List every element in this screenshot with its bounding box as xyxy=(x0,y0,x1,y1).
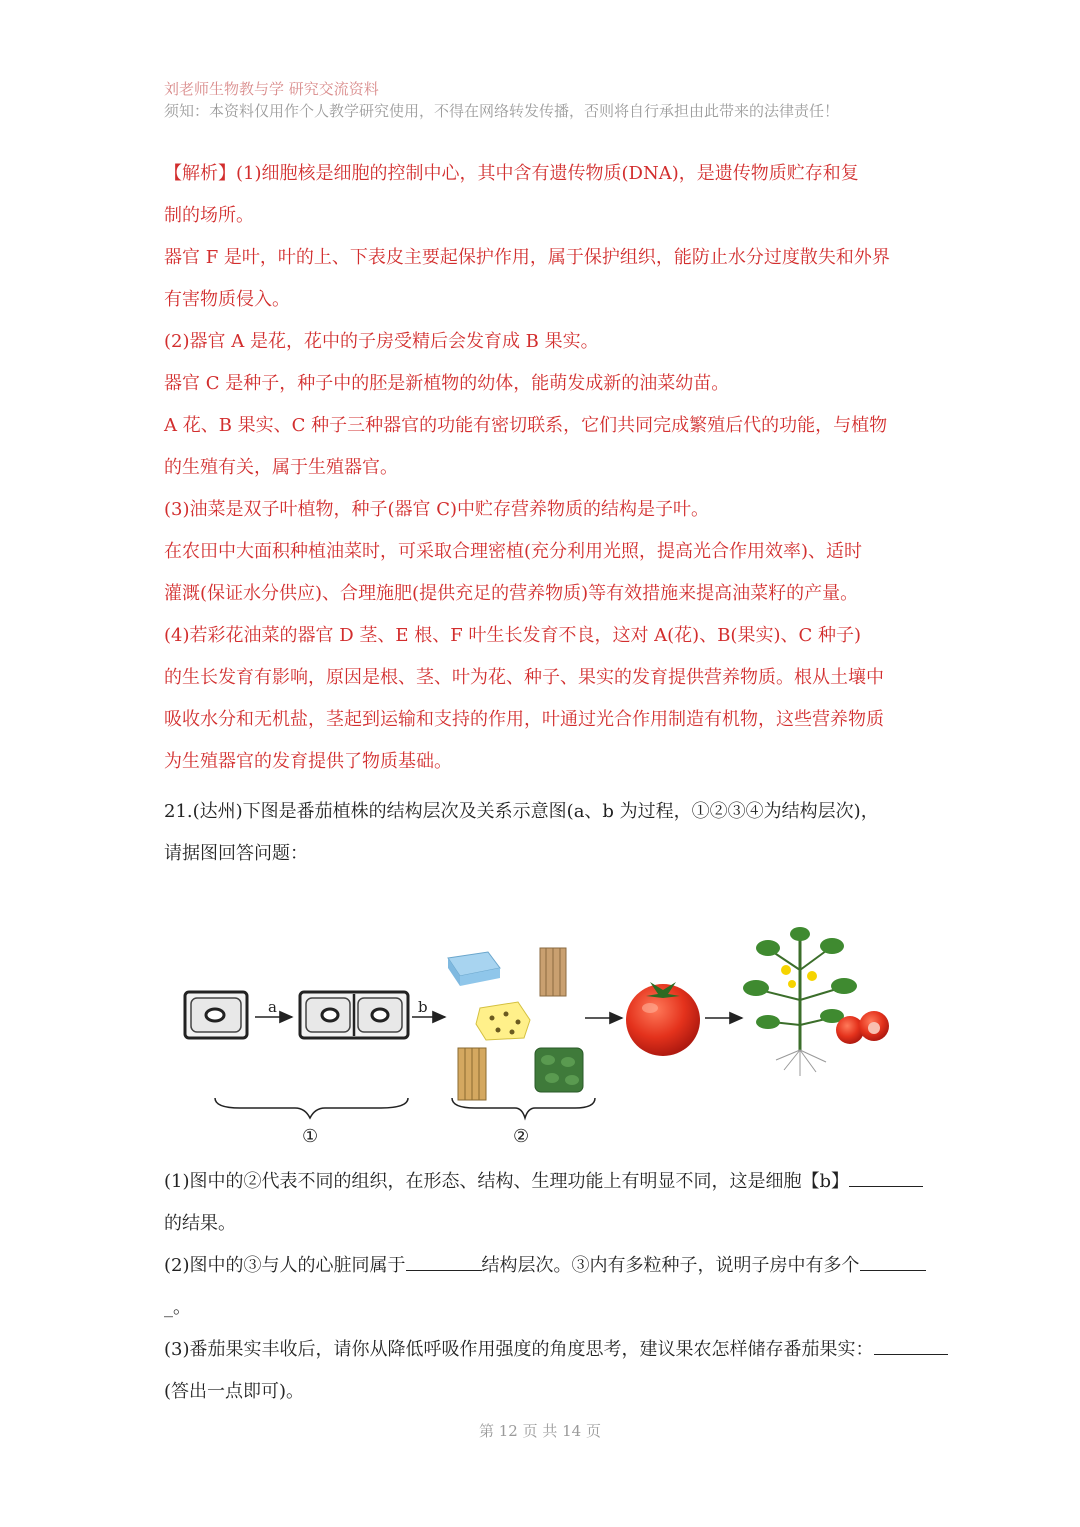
analysis-line: (4)若彩花油菜的器官 D 茎、E 根、F 叶生长发育不良，这对 A(花)、B(果实)、C 种子) xyxy=(164,625,861,646)
label-2: ② xyxy=(513,1126,530,1147)
q2-text-a: (2)图中的③与人的心脏同属于 xyxy=(164,1255,406,1276)
meristematic-tissue xyxy=(535,1048,583,1092)
sub-questions xyxy=(164,1161,974,1413)
analysis-line: 制的场所。 xyxy=(164,205,254,226)
analysis-line: 吸收水分和无机盐，茎起到运输和支持的作用，叶通过光合作用制造有机物，这些营养物质 xyxy=(164,709,884,730)
tomato-plant xyxy=(743,927,889,1076)
label-b: b xyxy=(418,998,428,1016)
q3-line xyxy=(164,1329,974,1371)
q2-end: _。 xyxy=(164,1297,191,1318)
question-stem xyxy=(164,791,944,875)
page-number: 第 12 页 共 14 页 xyxy=(478,1422,601,1440)
label-1: ① xyxy=(302,1126,319,1147)
question-stem-line: 21.(达州)下图是番茄植株的结构层次及关系示意图(a、b 为过程，①②③④为结构层次)， xyxy=(164,801,879,822)
header-notice: 须知：本资料仅用作个人教学研究使用，不得在网络转发传播，否则将自行承担由此带来的法律责任！ xyxy=(164,102,840,120)
analysis-line: (3)油菜是双子叶植物，种子(器官 C)中贮存营养物质的结构是子叶。 xyxy=(164,499,710,520)
brace-2 xyxy=(452,1098,595,1118)
analysis-line: (2)器官 A 是花，花中的子房受精后会发育成 B 果实。 xyxy=(164,331,599,352)
analysis-line: 为生殖器官的发育提供了物质基础。 xyxy=(164,751,452,772)
q2-line xyxy=(164,1245,974,1287)
analysis-line: 有害物质侵入。 xyxy=(164,289,290,310)
analysis-line: 灌溉(保证水分供应)、合理施肥(提供充足的营养物质)等有效措施来提高油菜籽的产量。 xyxy=(164,583,859,604)
header-source: 刘老师生物教与学 研究交流资料 xyxy=(164,80,379,98)
conducting-tissue xyxy=(540,948,566,996)
q1-line xyxy=(164,1161,974,1203)
analysis-line: 器官 F 是叶，叶的上、下表皮主要起保护作用，属于保护组织，能防止水分过度散失和外界 xyxy=(164,247,890,268)
q3-end: (答出一点即可)。 xyxy=(164,1381,305,1402)
analysis-line: 的生长发育有影响，原因是根、茎、叶为花、种子、果实的发育提供营养物质。根从土壤中 xyxy=(164,667,884,688)
analysis-block xyxy=(164,153,944,783)
nutritive-tissue xyxy=(476,1002,530,1040)
tomato-structure-diagram xyxy=(180,910,920,1150)
analysis-line: A 花、B 果实、C 种子三种器官的功能有密切联系，它们共同完成繁殖后代的功能，与植物 xyxy=(164,415,888,436)
question-stem-line: 请据图回答问题： xyxy=(164,843,308,864)
q2-text-b: 结构层次。③内有多粒种子，说明子房中有多个 xyxy=(481,1255,860,1276)
q2-answer-blank-2[interactable] xyxy=(860,1246,926,1271)
q1-text: (1)图中的②代表不同的组织，在形态、结构、生理功能上有明显不同，这是细胞【b】 xyxy=(164,1171,850,1192)
q3-text: (3)番茄果实丰收后，请你从降低呼吸作用强度的角度思考，建议果农怎样储存番茄果实： xyxy=(164,1339,874,1360)
analysis-line: 器官 C 是种子，种子中的胚是新植物的幼体，能萌发成新的油菜幼苗。 xyxy=(164,373,730,394)
label-a: a xyxy=(268,998,277,1016)
q1-end: 的结果。 xyxy=(164,1213,236,1234)
q3-answer-blank[interactable] xyxy=(874,1330,948,1355)
single-cell xyxy=(185,992,247,1038)
analysis-line: 在农田中大面积种植油菜时，可采取合理密植(充分利用光照，提高光合作用效率)、适时 xyxy=(164,541,863,562)
brace-1 xyxy=(215,1098,408,1118)
analysis-line: 【解析】(1)细胞核是细胞的控制中心，其中含有遗传物质(DNA)，是遗传物质贮存和复 xyxy=(164,163,859,184)
mechanical-tissue xyxy=(458,1048,486,1100)
two-cells xyxy=(300,992,408,1038)
analysis-line: 的生殖有关，属于生殖器官。 xyxy=(164,457,398,478)
q1-answer-blank[interactable] xyxy=(849,1162,923,1187)
epidermal-tissue xyxy=(448,952,500,986)
tomato-fruit xyxy=(626,982,700,1056)
q2-answer-blank-1[interactable] xyxy=(406,1246,482,1271)
